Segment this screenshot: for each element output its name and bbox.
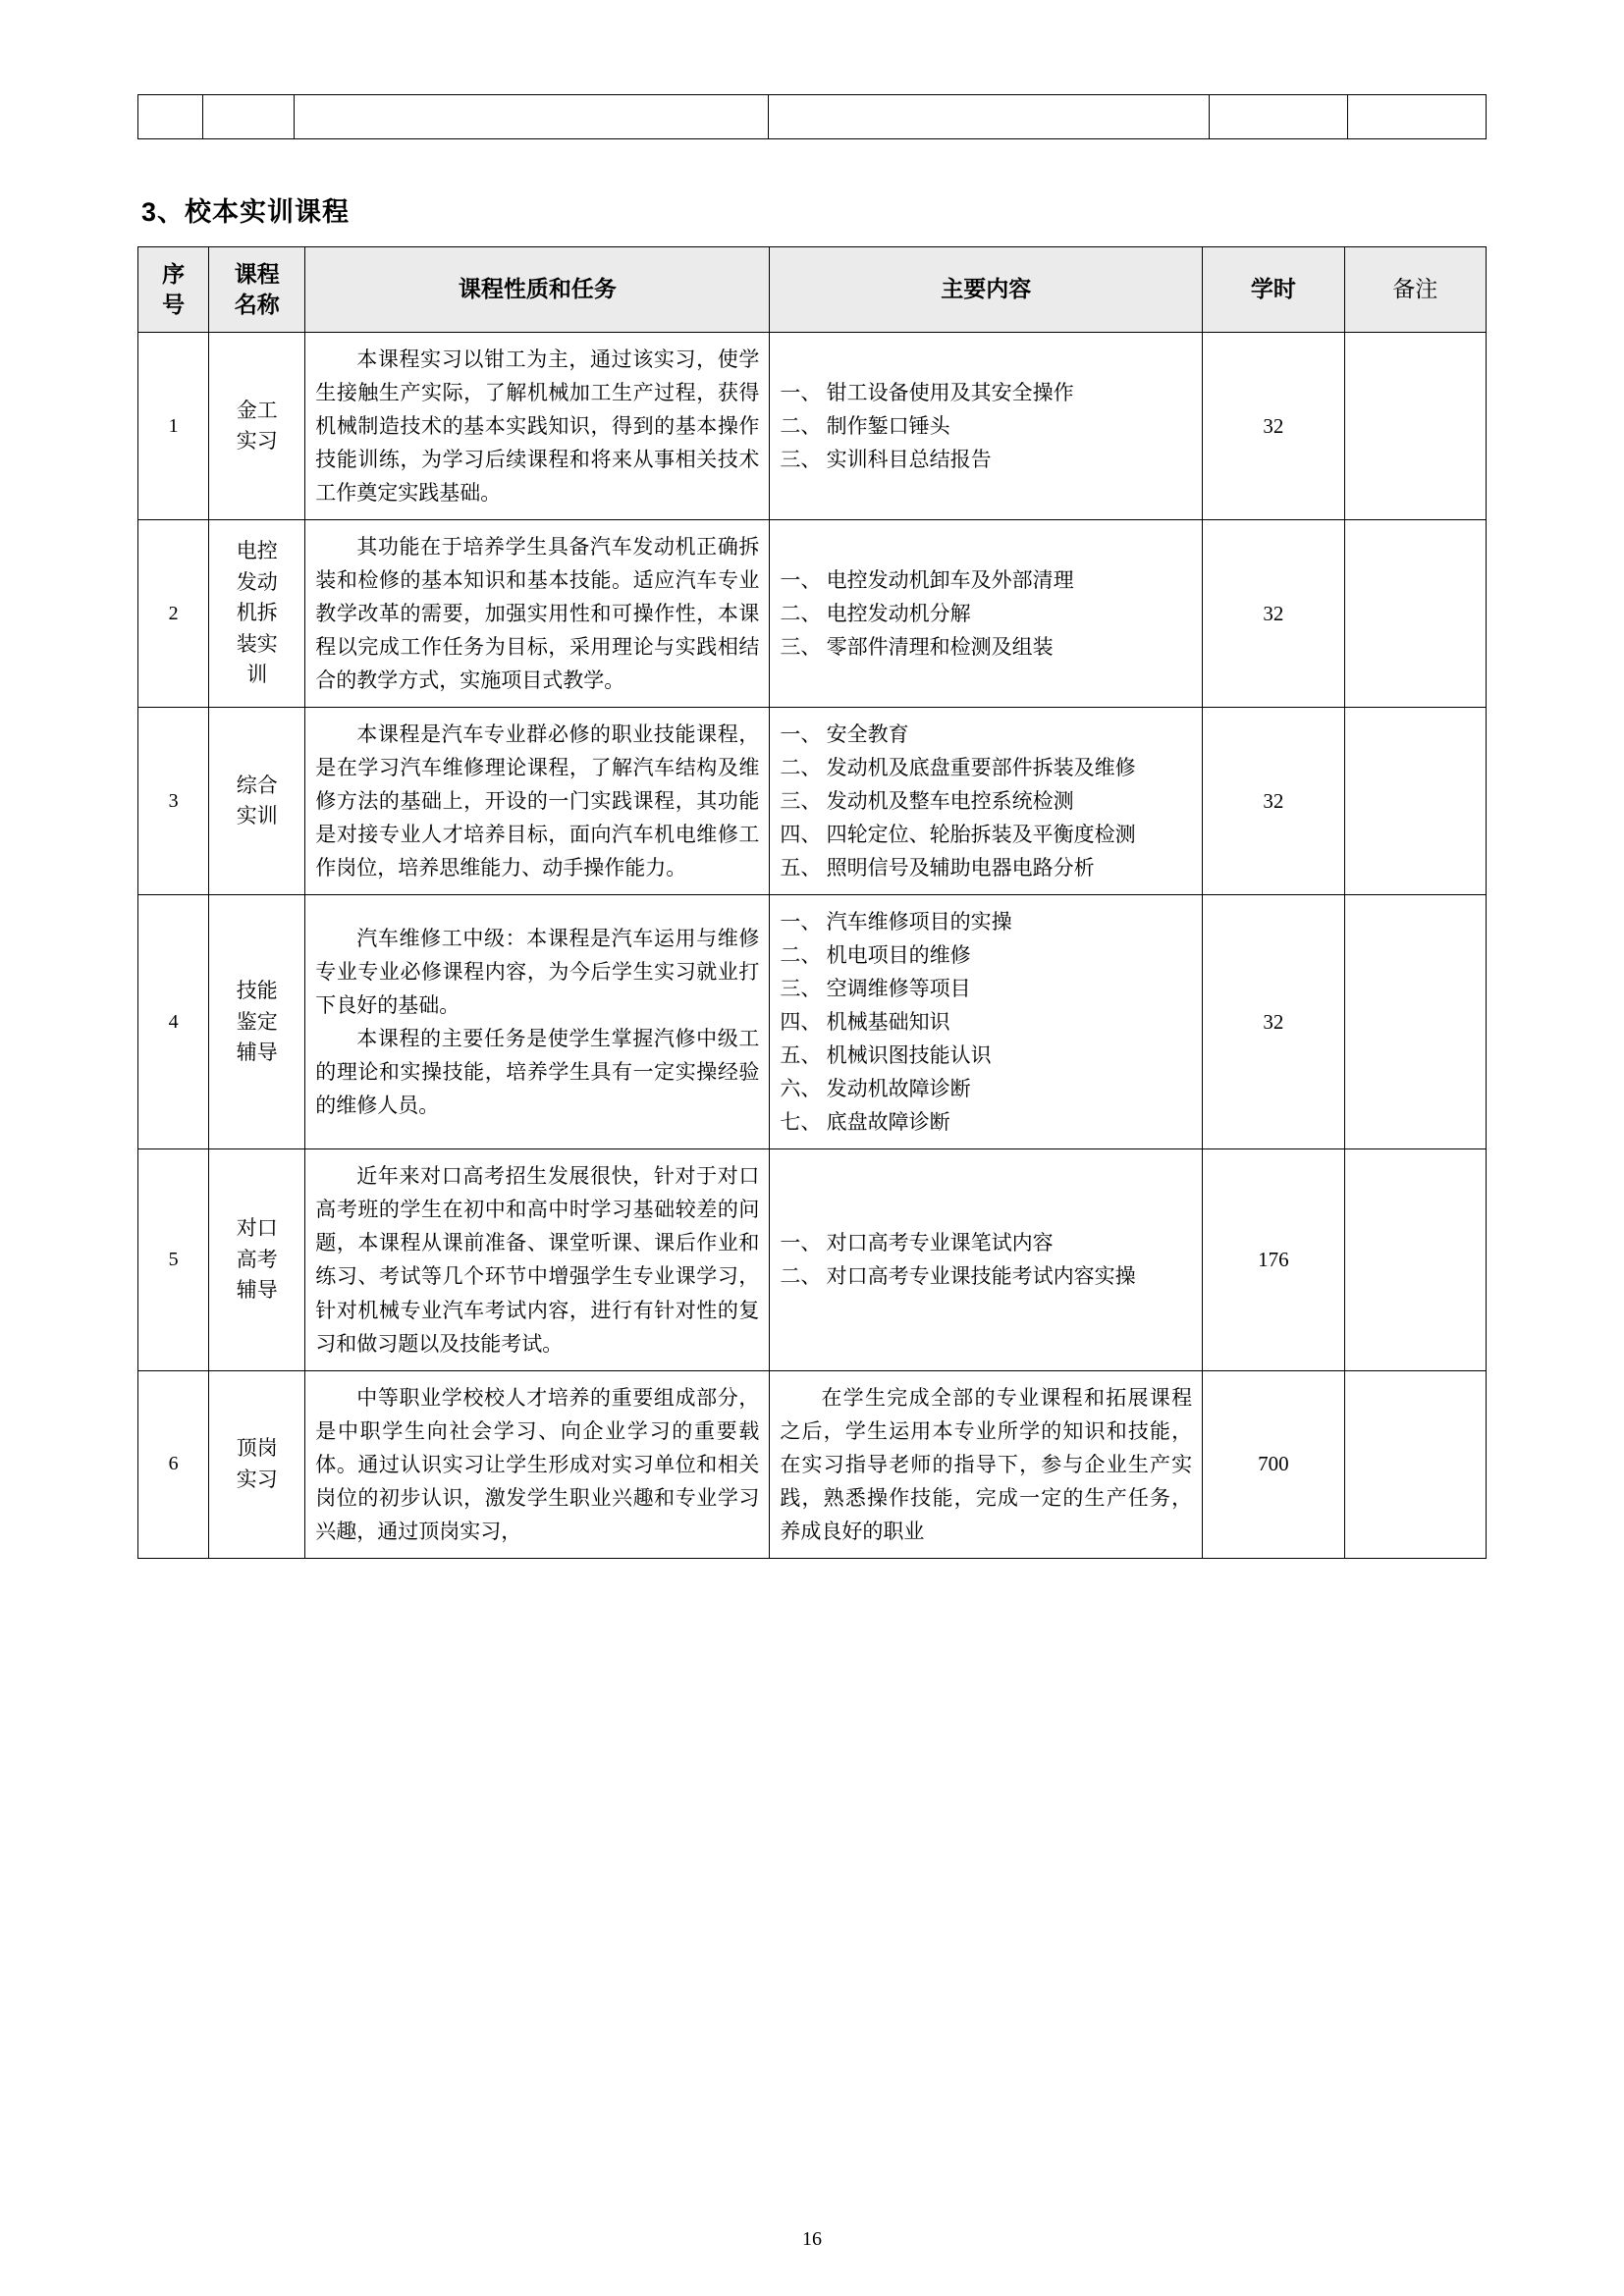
stub-cell-hours — [1209, 95, 1347, 139]
cell-remarks — [1344, 708, 1486, 895]
cell-course-name — [209, 520, 305, 708]
cell-remarks — [1344, 333, 1486, 520]
stub-cell-no — [138, 95, 203, 139]
table-row — [138, 1149, 1487, 1370]
cell-remarks — [1344, 1149, 1486, 1370]
cell-serial-number: 2 — [138, 520, 209, 708]
cell-course-name — [209, 895, 305, 1149]
header-class-hours: 学时 — [1203, 247, 1344, 333]
cell-course-nature-and-task — [305, 708, 770, 895]
main-item: 五、 机械识图技能认识 — [780, 1043, 992, 1068]
stub-cell-desc — [295, 95, 769, 139]
desc-paragraph: 其功能在于培养学生具备汽车发动机正确拆装和检修的基本知识和基本技能。适应汽车专业教学改革的需要，加强实用性和可操作性，本课程以完成工作任务为目标，采用理论与实践相结合的教学方式，实施项目式教学。 — [315, 535, 760, 693]
header-course-name — [209, 247, 305, 333]
main-item: 三、 空调维修等项目 — [780, 977, 971, 1001]
cell-course-name — [209, 1370, 305, 1558]
table-row — [138, 895, 1487, 1149]
table-row — [138, 1370, 1487, 1558]
main-item: 三、 发动机及整车电控系统检测 — [780, 789, 1074, 814]
desc-paragraph: 本课程实习以钳工为主，通过该实习，使学生接触生产实际，了解机械加工生产过程，获得机械制造技术的基本实践知识，得到的基本操作技能训练，为学习后续课程和将来从事相关技术工作奠定实践基础。 — [315, 347, 760, 506]
stub-cell-note — [1347, 95, 1486, 139]
school-based-training-courses-table — [137, 246, 1487, 1559]
page-number: 16 — [802, 2228, 822, 2250]
header-remarks: 备注 — [1344, 247, 1486, 333]
course-name-line3: 辅导 — [236, 1278, 278, 1303]
main-item: 一、 安全教育 — [780, 722, 909, 747]
main-item: 四、 机械基础知识 — [780, 1010, 950, 1035]
cell-class-hours: 176 — [1203, 1149, 1344, 1370]
cell-serial-number: 3 — [138, 708, 209, 895]
main-item: 一、 汽车维修项目的实操 — [780, 910, 1012, 934]
main-item: 一、 对口高考专业课笔试内容 — [780, 1231, 1054, 1255]
course-name-line4: 装实 — [236, 631, 278, 656]
desc-paragraph: 汽车维修工中级：本课程是汽车运用与维修专业专业必修课程内容，为今后学生实习就业打下良好的基础。 — [315, 927, 760, 1018]
cell-course-nature-and-task — [305, 520, 770, 708]
course-name-line1: 顶岗 — [236, 1436, 278, 1461]
course-name-line2: 实习 — [236, 1467, 278, 1491]
cell-main-content — [770, 333, 1203, 520]
main-item: 三、 零部件清理和检测及组装 — [780, 635, 1054, 660]
main-item: 一、 电控发动机卸车及外部清理 — [780, 568, 1074, 593]
cell-course-name — [209, 708, 305, 895]
course-name-line2: 高考 — [236, 1247, 278, 1271]
stub-cell-main — [768, 95, 1209, 139]
cell-class-hours: 32 — [1203, 895, 1344, 1149]
header-course-name-line1: 课程 — [234, 262, 280, 287]
main-item: 六、 发动机故障诊断 — [780, 1077, 971, 1101]
course-name-line2: 鉴定 — [236, 1009, 278, 1034]
desc-paragraph: 近年来对口高考招生发展很快，针对于对口高考班的学生在初中和高中时学习基础较差的问题，本课程从课前准备、课堂听课、课后作业和练习、考试等几个环节中增强学生专业课学习，针对机械专业汽车考试内容，进行有针对性的复习和做习题以及技能考试。 — [315, 1164, 760, 1356]
main-item: 二、 对口高考专业课技能考试内容实操 — [780, 1264, 1136, 1289]
cell-main-content — [770, 1149, 1203, 1370]
course-name-line2: 实习 — [236, 429, 278, 454]
cell-serial-number: 1 — [138, 333, 209, 520]
cell-course-nature-and-task — [305, 333, 770, 520]
desc-paragraph: 中等职业学校校人才培养的重要组成部分，是中职学生向社会学习、向企业学习的重要载体。通过认识实习让学生形成对实习单位和相关岗位的初步认识，激发学生职业兴趣和专业学习兴趣，通过顶岗实习， — [315, 1385, 760, 1543]
cell-course-nature-and-task — [305, 1149, 770, 1370]
cell-main-content — [770, 895, 1203, 1149]
main-item: 三、 实训科目总结报告 — [780, 448, 992, 472]
main-item: 二、 制作錾口锤头 — [780, 414, 950, 439]
desc-paragraph: 本课程是汽车专业群必修的职业技能课程，是在学习汽车维修理论课程，了解汽车结构及维修方法的基础上，开设的一门实践课程，其功能是对接专业人才培养目标，面向汽车机电维修工作岗位，培养思维能力、动手操作能力。 — [315, 722, 760, 881]
table-row — [138, 333, 1487, 520]
main-item: 二、 发动机及底盘重要部件拆装及维修 — [780, 756, 1136, 780]
main-item: 四、 四轮定位、轮胎拆装及平衡度检测 — [780, 823, 1136, 847]
cell-course-name — [209, 333, 305, 520]
cell-serial-number: 5 — [138, 1149, 209, 1370]
cell-class-hours: 700 — [1203, 1370, 1344, 1558]
header-course-name-line2: 名称 — [234, 293, 280, 318]
course-name-line2: 发动 — [236, 569, 278, 594]
cell-main-content — [770, 1370, 1203, 1558]
table-row — [138, 708, 1487, 895]
section-title: 3、校本实训课程 — [141, 197, 351, 227]
main-item: 七、 底盘故障诊断 — [780, 1110, 950, 1135]
cell-class-hours: 32 — [1203, 708, 1344, 895]
header-serial-line2: 号 — [162, 293, 186, 318]
table-continuation-stub — [137, 94, 1487, 139]
table-row — [138, 95, 1487, 139]
header-serial-number — [138, 247, 209, 333]
cell-serial-number: 6 — [138, 1370, 209, 1558]
stub-cell-name — [203, 95, 295, 139]
cell-remarks — [1344, 520, 1486, 708]
cell-serial-number: 4 — [138, 895, 209, 1149]
cell-main-content — [770, 520, 1203, 708]
header-serial-line1: 序 — [162, 262, 186, 287]
main-item: 五、 照明信号及辅助电器电路分析 — [780, 856, 1095, 881]
cell-class-hours: 32 — [1203, 333, 1344, 520]
course-name-line1: 技能 — [236, 979, 278, 1003]
course-name-line1: 金工 — [236, 398, 278, 422]
table-row — [138, 520, 1487, 708]
cell-class-hours: 32 — [1203, 520, 1344, 708]
cell-remarks — [1344, 895, 1486, 1149]
main-item: 二、 电控发动机分解 — [780, 602, 971, 626]
course-name-line1: 电控 — [236, 539, 278, 563]
table-header-row — [138, 247, 1487, 333]
main-item: 一、 钳工设备使用及其安全操作 — [780, 381, 1074, 405]
header-main-content: 主要内容 — [770, 247, 1203, 333]
cell-main-content — [770, 708, 1203, 895]
desc-paragraph: 本课程的主要任务是使学生掌握汽修中级工的理论和实操技能，培养学生具有一定实操经验的维修人员。 — [315, 1027, 760, 1118]
course-name-line3: 机拆 — [236, 601, 278, 625]
main-paragraph: 在学生完成全部的专业课程和拓展课程之后，学生运用本专业所学的知识和技能，在实习指导老师的指导下，参与企业生产实践，熟悉操作技能，完成一定的生产任务，养成良好的职业 — [780, 1385, 1193, 1543]
main-item: 二、 机电项目的维修 — [780, 943, 971, 968]
cell-course-nature-and-task — [305, 895, 770, 1149]
course-name-line1: 综合 — [236, 773, 278, 797]
cell-remarks — [1344, 1370, 1486, 1558]
course-name-line2: 实训 — [236, 804, 278, 828]
cell-course-nature-and-task — [305, 1370, 770, 1558]
cell-course-name — [209, 1149, 305, 1370]
header-course-nature-and-task: 课程性质和任务 — [305, 247, 770, 333]
course-name-line3: 辅导 — [236, 1041, 278, 1065]
course-name-line5: 训 — [246, 663, 268, 687]
course-name-line1: 对口 — [236, 1216, 278, 1241]
